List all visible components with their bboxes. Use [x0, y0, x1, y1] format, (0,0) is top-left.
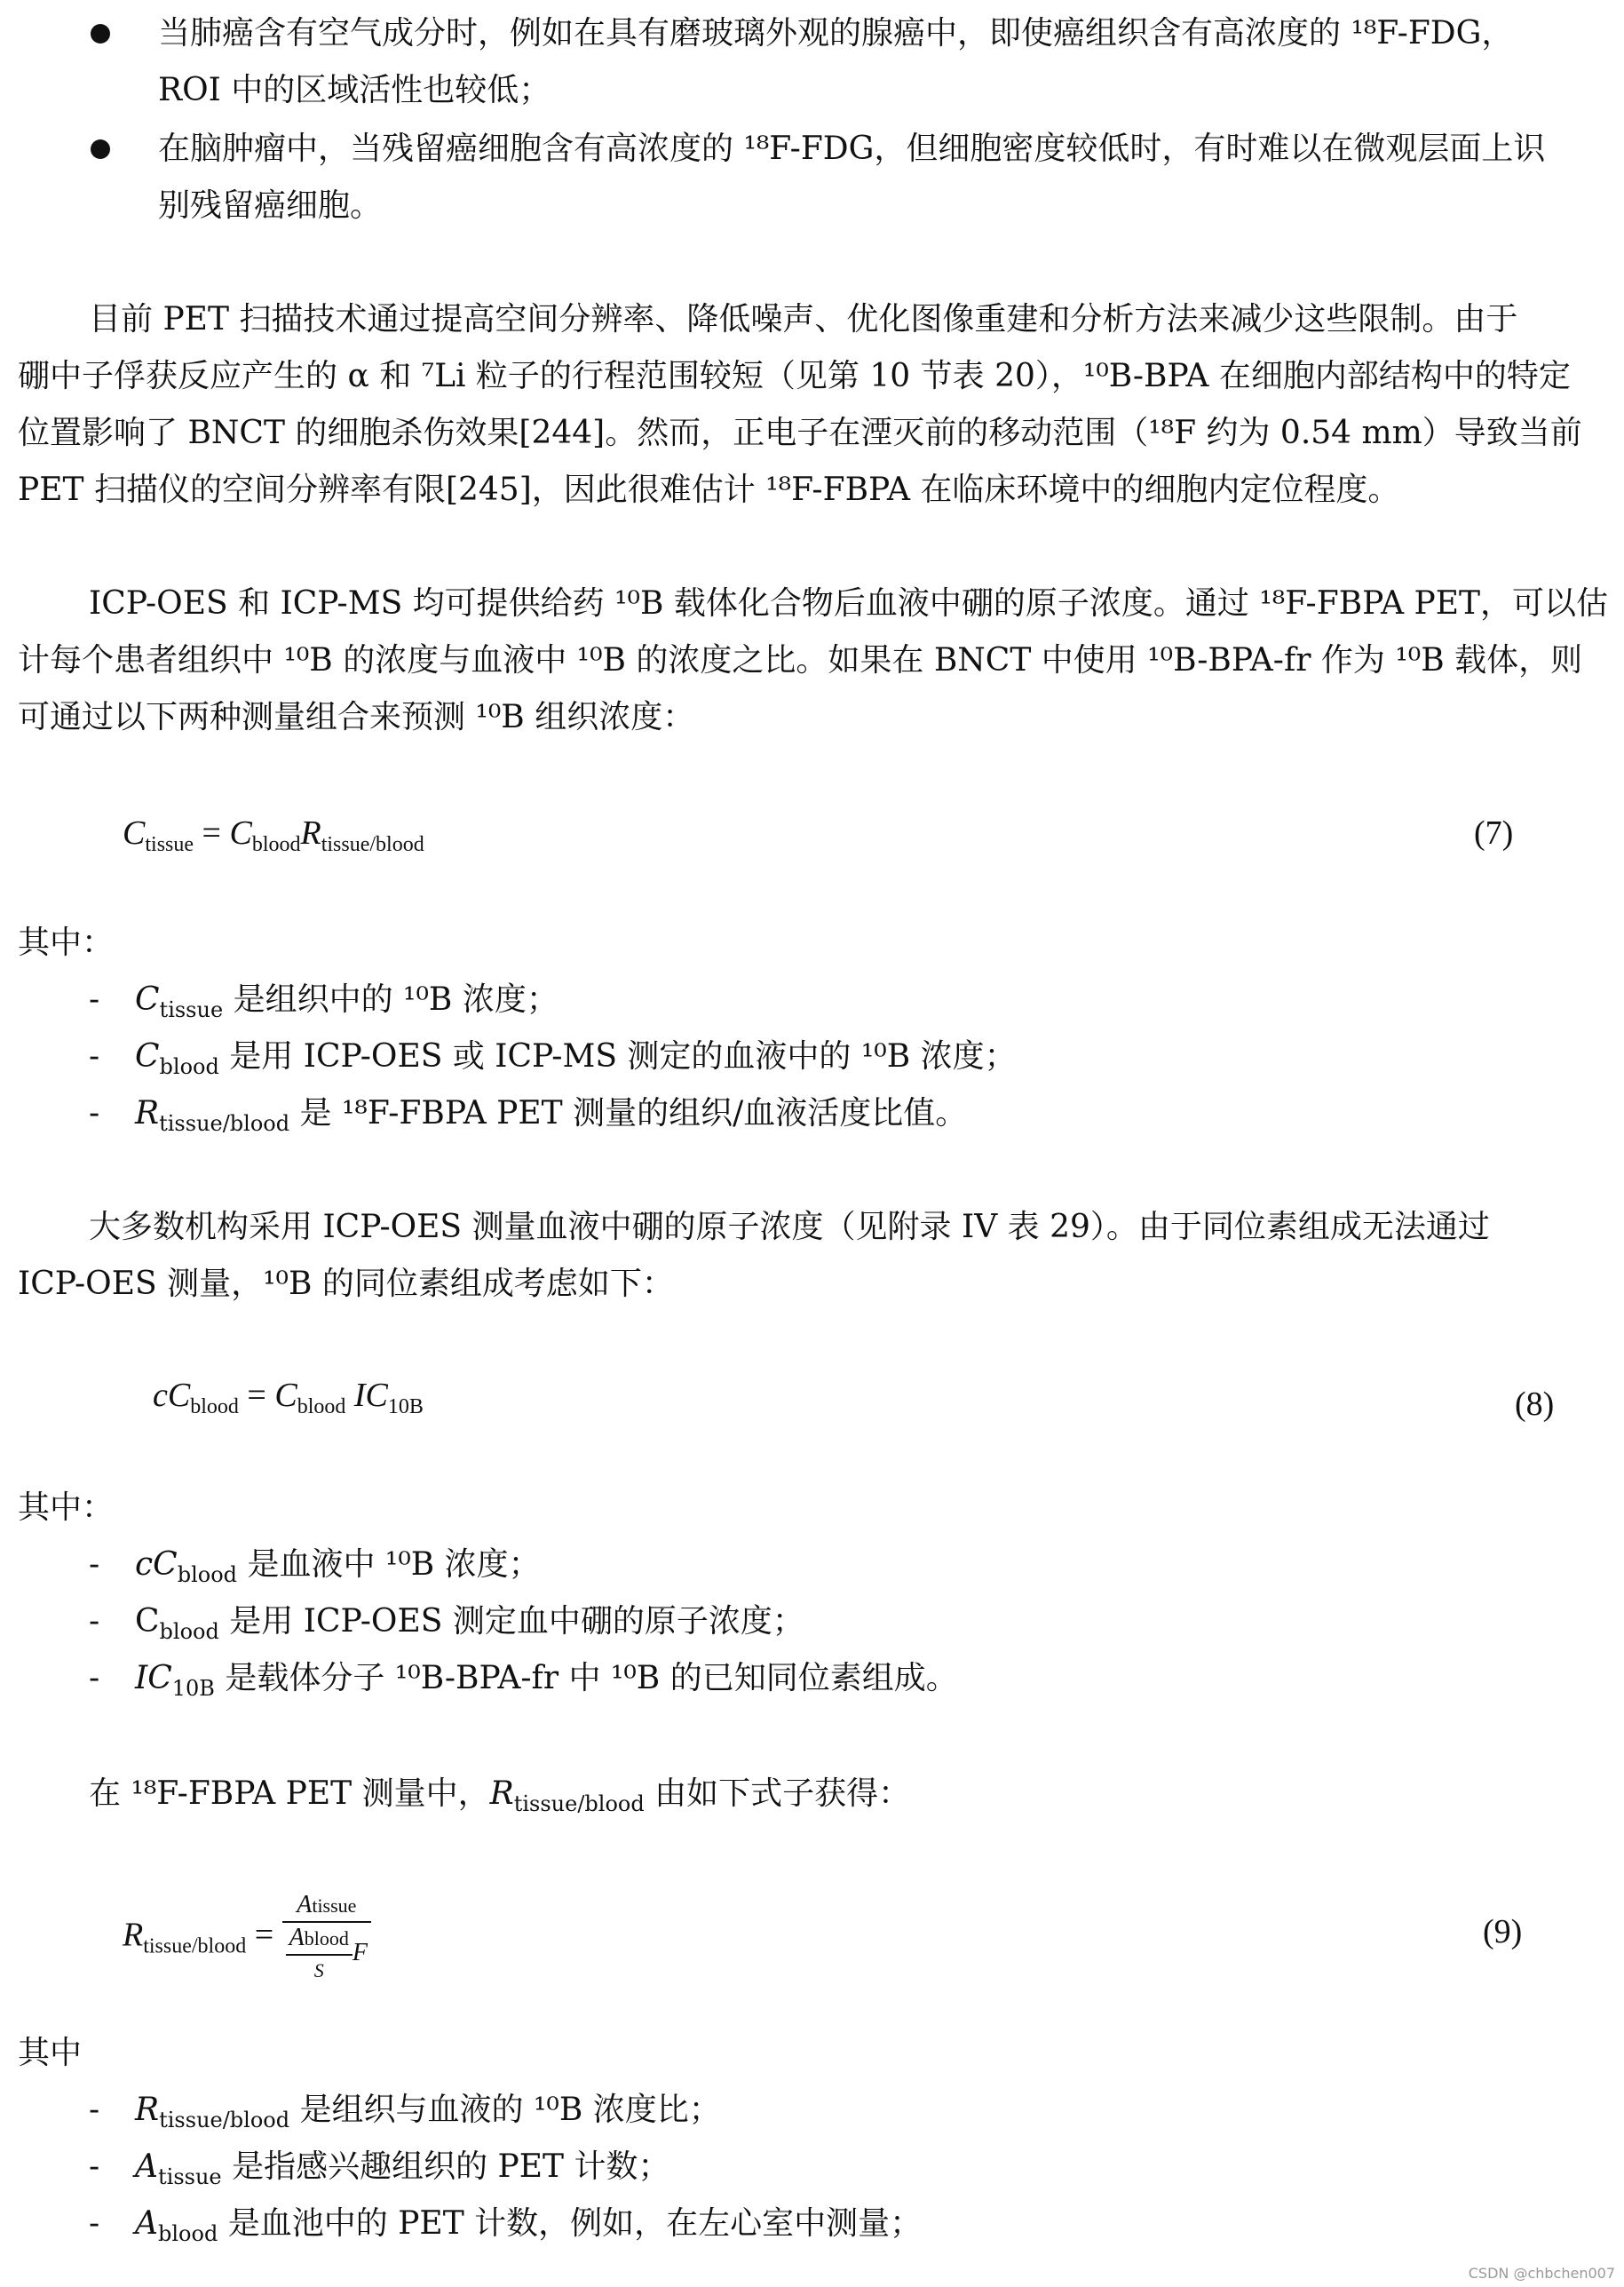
list3-item-3: $A_{blood}$ 是血池中的 PET 计数，例如，在左心室中测量；: [135, 2205, 923, 2246]
list2-item-3: $IC_{10B}$ 是载体分子 ¹⁰B-BPA-fr 中 ¹⁰B 的已知同位素组成。: [135, 1660, 958, 1701]
where-label-2: 其中：: [18, 1489, 115, 1526]
para1-line-2: 硼中子俘获反应产生的 α 和 ⁷Li 粒子的行程范围较短（见第 10 节表 20），¹⁰B-BPA 在细胞内部结构中的特定: [18, 358, 1571, 394]
para1-line-4: PET 扫描仪的空间分辨率有限[245]，因此很难估计 ¹⁸F-FBPA 在临床环境中的细胞内定位程度。: [18, 472, 1400, 508]
list1-dash-3: -: [89, 1095, 100, 1132]
para3-line-2: ICP-OES 测量，¹⁰B 的同位素组成考虑如下：: [18, 1266, 674, 1302]
equation-7: $C_{tissue} = C_{blood}R_{tissue/blood}$: [123, 814, 424, 856]
list1-dash-2: -: [89, 1038, 100, 1075]
list2-item-1: $cC_{blood}$ 是血液中 ¹⁰B 浓度；: [135, 1546, 541, 1587]
list2-dash-2: -: [89, 1603, 100, 1640]
equation-8: $cC_{blood} = C_{blood}$ $IC_{10B}$: [153, 1377, 424, 1418]
list1-item-2: $C_{blood}$ 是用 ICP-OES 或 ICP-MS 测定的血液中的 ¹⁰B 浓度；: [135, 1038, 1017, 1079]
equation-9-number: (9): [1483, 1913, 1523, 1950]
list2-dash-3: -: [89, 1660, 100, 1696]
para3-line-1: 大多数机构采用 ICP-OES 测量血液中硼的原子浓度（见附录 IV 表 29）。由于同位素组成无法通过: [89, 1209, 1490, 1245]
watermark: CSDN @chbchen007: [1468, 2265, 1615, 2282]
para1-line-1: 目前 PET 扫描技术通过提高空间分辨率、降低噪声、优化图像重建和分析方法来减少这些限制。由于: [89, 301, 1518, 337]
para2-line-3: 可通过以下两种测量组合来预测 ¹⁰B 组织浓度：: [18, 699, 695, 735]
para1-line-3: 位置影响了 BNCT 的细胞杀伤效果[244]。然而，正电子在湮灭前的移动范围（¹⁸F 约为 0.54 mm）导致当前: [18, 415, 1582, 451]
list1-dash-1: -: [89, 981, 100, 1018]
bullet-1-line-2: ROI 中的区域活性也较低；: [158, 72, 551, 108]
equation-7-number: (7): [1474, 814, 1514, 852]
equation-9-fraction: Atissue $\frac{\text{Ablood}}{S}$ F: [282, 1890, 371, 1986]
para2-line-1: ICP-OES 和 ICP-MS 均可提供给药 ¹⁰B 载体化合物后血液中硼的原子浓度。通过 ¹⁸F-FBPA PET，可以估: [89, 585, 1609, 622]
bullet-2-line-2: 别残留癌细胞。: [158, 187, 383, 224]
bullet-dot-1: [91, 24, 110, 44]
equation-9: $R_{tissue/blood}$ = Atissue $\frac{\text{Ablood}}{S}$ F: [123, 1890, 371, 1986]
list3-item-1: $R_{tissue/blood}$ 是组织与血液的 ¹⁰B 浓度比；: [135, 2092, 721, 2132]
list1-item-3: $R_{tissue/blood}$ 是 ¹⁸F-FBPA PET 测量的组织/血液活度比值。: [135, 1095, 968, 1136]
list2-item-2: $C_{blood}$ 是用 ICP-OES 测定血中硼的原子浓度；: [135, 1603, 804, 1644]
list3-dash-3: -: [89, 2205, 100, 2242]
list3-dash-2: -: [89, 2148, 100, 2185]
bullet-2-line-1: 在脑肿瘤中，当残留癌细胞含有高浓度的 ¹⁸F-FDG，但细胞密度较低时，有时难以在微观层面上识: [158, 131, 1546, 167]
list3-dash-1: -: [89, 2092, 100, 2128]
para4-line-1: 在 ¹⁸F-FBPA PET 测量中，$R_{tissue/blood}$ 由如下式子获得：: [89, 1775, 911, 1816]
list1-item-1: $C_{tissue}$ 是组织中的 ¹⁰B 浓度；: [135, 981, 558, 1022]
bullet-1-line-1: 当肺癌含有空气成分时，例如在具有磨玻璃外观的腺癌中，即使癌组织含有高浓度的 ¹⁸F-FDG，: [158, 15, 1514, 52]
list2-dash-1: -: [89, 1546, 100, 1583]
para2-line-2: 计每个患者组织中 ¹⁰B 的浓度与血液中 ¹⁰B 的浓度之比。如果在 BNCT 中使用 ¹⁰B-BPA-fr 作为 ¹⁰B 载体，则: [18, 642, 1583, 679]
where-label-1: 其中：: [18, 925, 115, 961]
where-label-3: 其中: [18, 2035, 83, 2071]
bullet-dot-2: [91, 139, 110, 159]
equation-8-number: (8): [1515, 1386, 1555, 1423]
list3-item-2: $A_{tissue}$ 是指感兴趣组织的 PET 计数；: [135, 2148, 670, 2189]
